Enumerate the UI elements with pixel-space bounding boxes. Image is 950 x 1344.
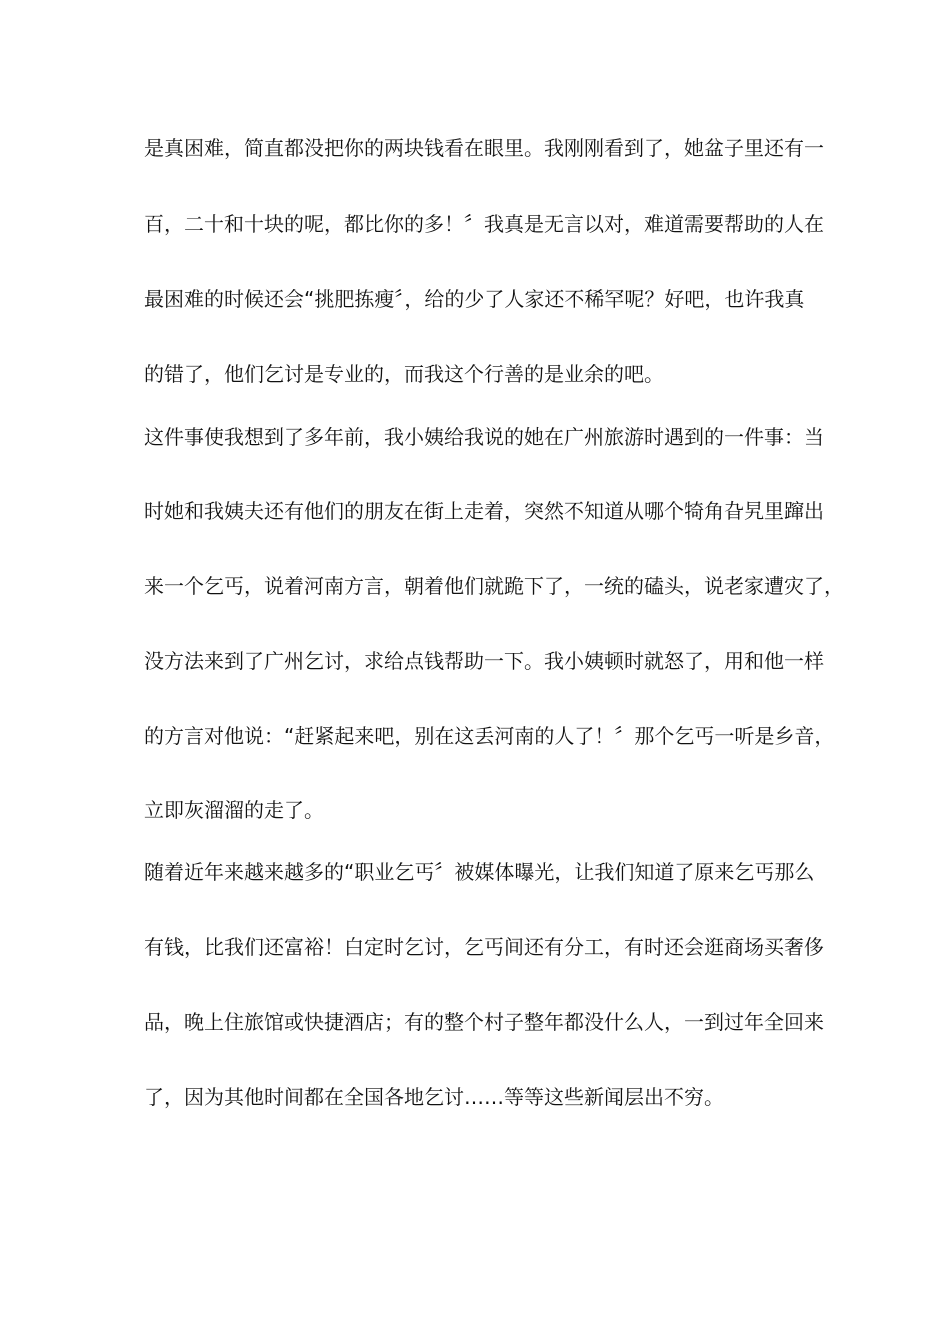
text-line: 有钱，比我们还富裕！白定时乞讨，乞丐间还有分工，有时还会逛商场买奢侈: [144, 935, 824, 959]
text-line: 来一个乞丐，说着河南方言，朝着他们就跪下了，一统的磕头，说老家遭灾了，: [144, 574, 844, 598]
text-line: 了，因为其他时间都在全国各地乞讨……等等这些新闻层出不穷。: [144, 1085, 724, 1109]
text-line: 的错了，他们乞讨是专业的，而我这个行善的是业余的吧。: [144, 362, 664, 386]
text-line: 这件事使我想到了多年前，我小姨给我说的她在广州旅游时遇到的一件事：当: [144, 425, 824, 449]
text-line: 品，晚上住旅馆或快捷酒店；有的整个村子整年都没什么人，一到过年全回来: [144, 1010, 824, 1034]
text-line: 随着近年来越来越多的“职业乞丐〞被媒体曝光，让我们知道了原来乞丐那么: [144, 860, 815, 884]
text-line: 是真困难，简直都没把你的两块钱看在眼里。我刚刚看到了，她盆子里还有一: [144, 136, 824, 160]
text-line: 没方法来到了广州乞讨，求给点钱帮助一下。我小姨顿时就怒了，用和他一样: [144, 649, 824, 673]
text-line: 百，二十和十块的呢，都比你的多！〞我真是无言以对，难道需要帮助的人在: [144, 212, 824, 236]
text-line: 时她和我姨夫还有他们的朋友在街上走着，突然不知道从哪个犄角旮旯里蹿出: [144, 499, 824, 523]
text-line: 的方言对他说：“赶紧起来吧，别在这丢河南的人了！〞那个乞丐一听是乡音，: [144, 724, 835, 748]
text-line: 立即灰溜溜的走了。: [144, 798, 324, 822]
text-line: 最困难的时候还会“挑肥拣瘦〞，给的少了人家还不稀罕呢？好吧，也许我真: [144, 287, 805, 311]
